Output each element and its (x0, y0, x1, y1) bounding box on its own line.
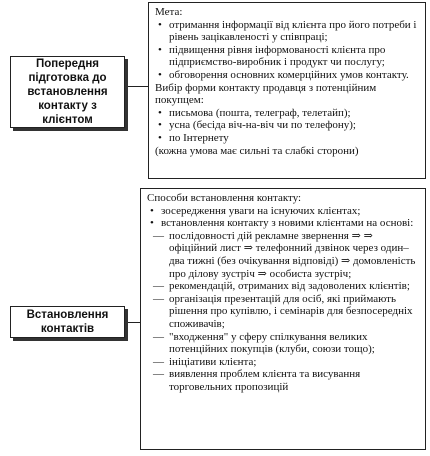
contact-methods-box (140, 188, 426, 450)
connector-line-top (125, 86, 149, 87)
method-subitem: — виявлення проблем клієнта та висування торговельних пропозицій (147, 368, 419, 393)
method-subitem: — організація презентацій для осіб, які приймають рішення про купівлю, і семінарів для безпосередніх споживачів; (147, 293, 419, 331)
goal-item: • підвищення рівня інформованості клієнта про підприємство-виробник і продукт чи послугу; (155, 44, 419, 69)
method-subitem: — ініціативи клієнта; (147, 356, 419, 369)
contact-stage-label: Встановлення контактів (26, 309, 109, 335)
contact-form-item: • по Інтернету (155, 132, 419, 145)
goal-label: Мета: (155, 6, 183, 18)
goal-item: • обговорення основних комерційних умов контакту. (155, 69, 419, 82)
contact-form-note: (кожна умова має сильні та слабкі сторони) (155, 144, 359, 157)
method-subitem: — рекомендацій, отриманих від задоволених клієнтів; (147, 280, 419, 293)
contact-stage-box (10, 306, 125, 338)
prep-stage-box (10, 56, 125, 128)
prep-details-box (148, 2, 426, 179)
method-item: • встановлення контакту з новими клієнтами на основі: (147, 217, 419, 230)
contact-form-choice: Вибір форми контакту продавця з потенційним покупцем: (155, 81, 377, 107)
contact-form-item: • письмова (пошта, телеграф, телетайп); (155, 107, 419, 120)
method-subitem: — "входження" у сферу спілкування великих потенційних покупців (клуби, союзи тощо); (147, 331, 419, 356)
prep-stage-label: Попередня підготовка до встановлення контакту з клієнтом (27, 58, 108, 126)
method-item: • зосередження уваги на існуючих клієнтах; (147, 205, 419, 218)
methods-title: Способи встановлення контакту: (147, 192, 302, 204)
method-subitem: — послідовності дій рекламне звернення ⇒ ⇒ офіційний лист ⇒ телефонний дзвінок через один–два тижні (без очікування відповіді) ⇒ домовленість про ділову зустріч ⇒ особиста зустріч; (147, 230, 419, 280)
contact-form-item: • усна (бесіда віч-на-віч чи по телефону); (155, 119, 419, 132)
goal-item: • отримання інформації від клієнта про його потреби і рівень зацікавленості у співпраці; (155, 19, 419, 44)
